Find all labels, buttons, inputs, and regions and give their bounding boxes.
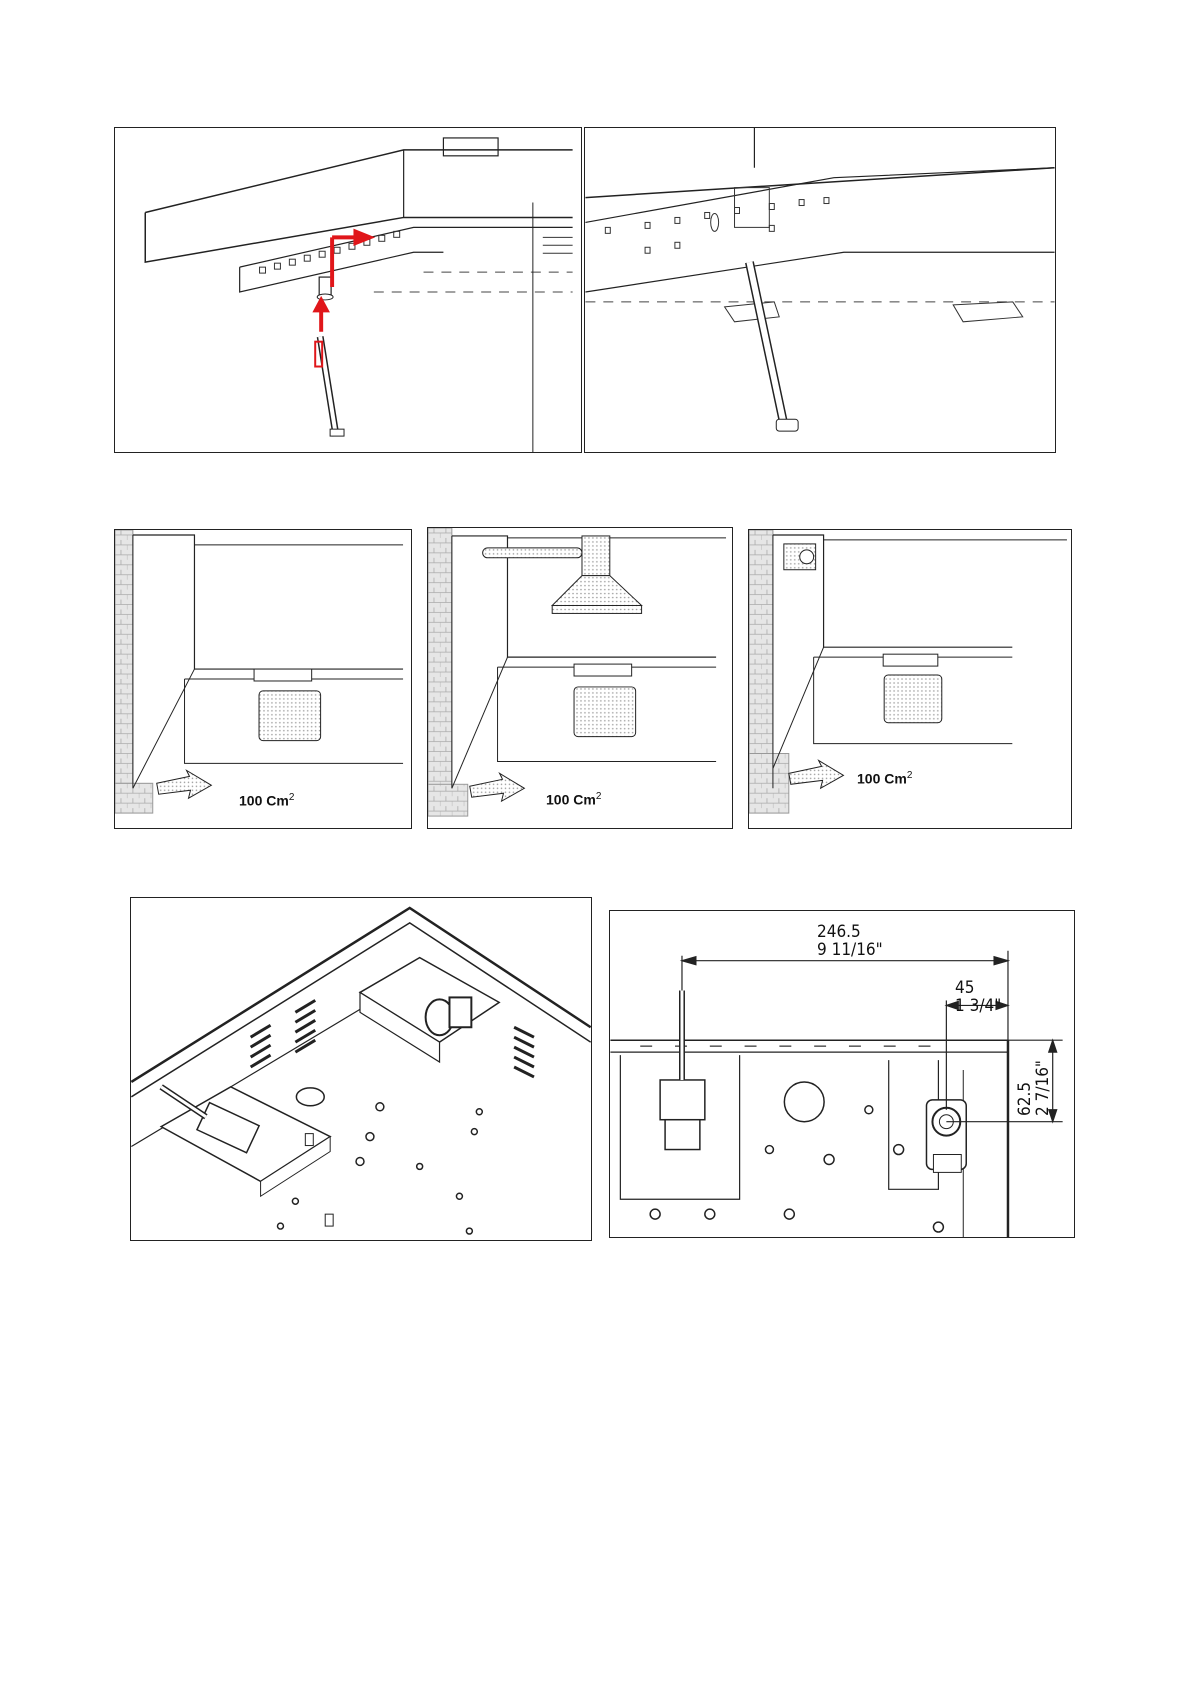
dimension-offset-mm: 45 bbox=[955, 978, 975, 998]
gas-regulator bbox=[660, 991, 705, 1150]
figure-bracket-installed bbox=[584, 127, 1056, 453]
gas-connection-perspective-drawing bbox=[131, 898, 591, 1240]
figure-ventilation-2 bbox=[427, 527, 733, 829]
dimension-vertical-in: 2 7/16" bbox=[1033, 1060, 1053, 1116]
screw bbox=[320, 337, 344, 436]
figure-gas-connection-perspective bbox=[130, 897, 592, 1241]
screw bbox=[749, 262, 798, 431]
dimension-horizontal-in: 9 11/16" bbox=[817, 940, 883, 960]
kitchen-drawing-1 bbox=[115, 530, 411, 828]
vent-opening-label: 100 Cm$^2$ bbox=[546, 791, 602, 808]
gas-inlet-fitting bbox=[926, 1100, 966, 1173]
kitchen-drawing-2 bbox=[428, 528, 732, 828]
figure-gas-connection-dimensions bbox=[609, 910, 1075, 1238]
dimension-vertical-mm: 62.5 bbox=[1015, 1081, 1035, 1116]
bracket-installed-drawing bbox=[585, 128, 1055, 452]
vent-opening-label: 100 Cm$^2$ bbox=[857, 770, 913, 787]
bracket-fixing-drawing bbox=[115, 128, 581, 452]
vent-opening-label: 100 Cm$^2$ bbox=[239, 792, 295, 809]
figure-ventilation-1 bbox=[114, 529, 412, 829]
figure-ventilation-3 bbox=[748, 529, 1072, 829]
gas-elbow-fitting bbox=[426, 997, 472, 1035]
figure-bracket-fixing bbox=[114, 127, 582, 453]
red-arrow-right bbox=[332, 229, 374, 287]
dimension-horizontal-mm: 246.5 bbox=[817, 922, 861, 942]
dimension-offset-in: 1 3/4" bbox=[955, 996, 1002, 1016]
